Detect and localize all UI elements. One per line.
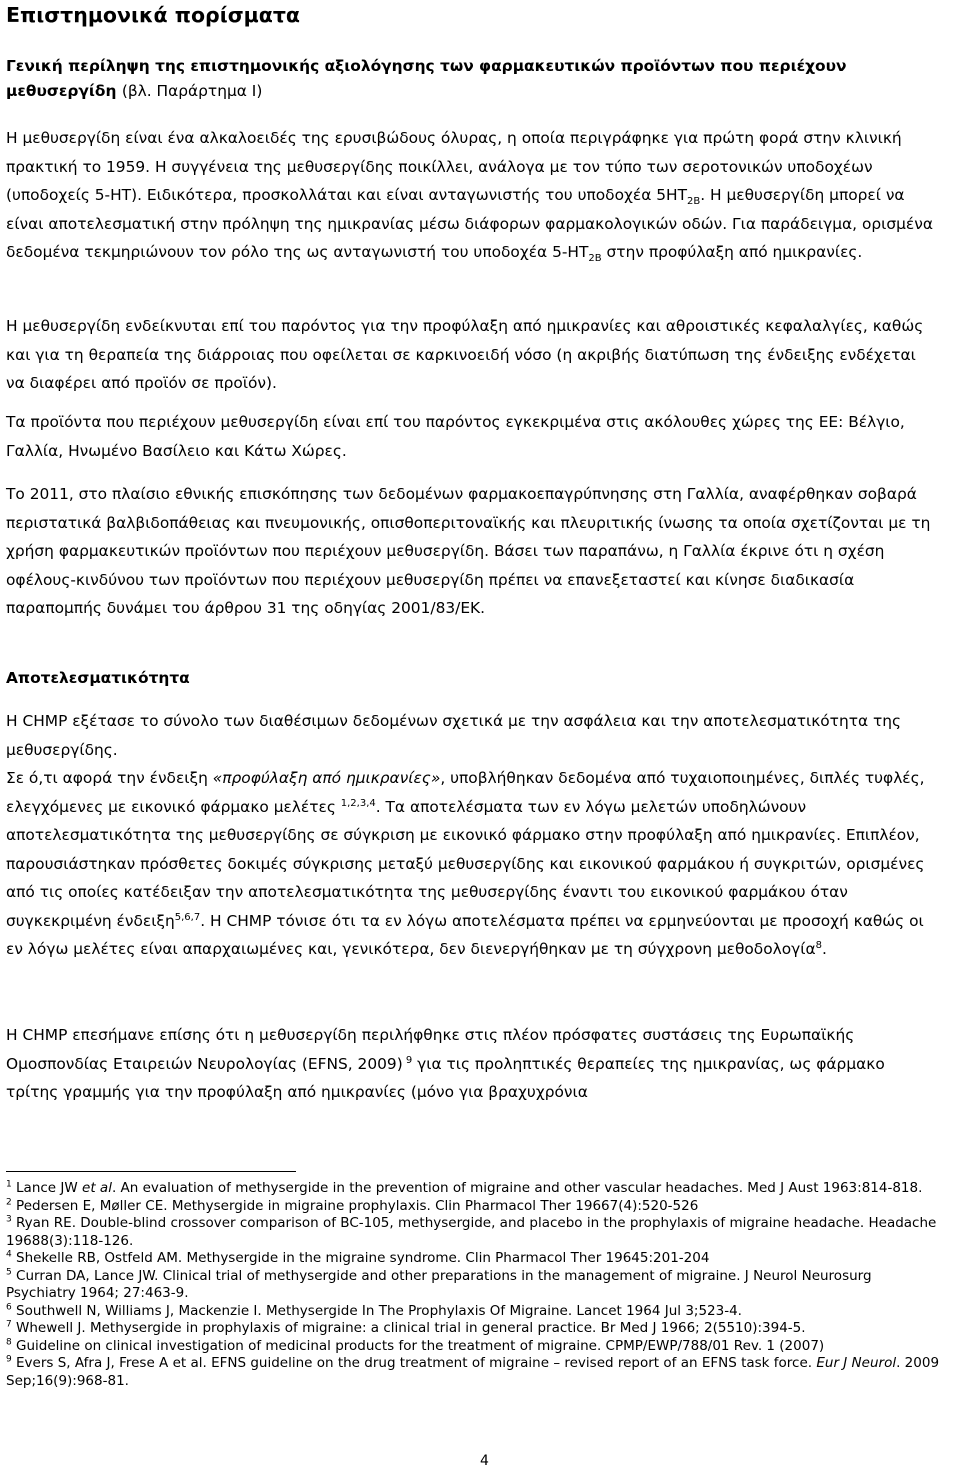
paragraph-efficacy-review: Η CHMP εξέτασε το σύνολο των διαθέσιμων δεδομένων σχετικά με την ασφάλεια και την αποτελεσματικότητα της μεθυσεργίδης. [6, 712, 902, 759]
subtitle-annex-ref: (βλ. Παράρτημα I) [121, 82, 263, 100]
p1-text-a: Η μεθυσεργίδη είναι ένα αλκαλοειδές της ερυσιβώδους όλυρας, η οποία περιγράφηκε για πρώτη φορά στην κλινική πρακτική το 1959. Η συγγένεια της μεθυσεργίδης ποικίλλει, ανάλογα με τον τύπο των σεροτονικών υποδοχέων (υποδοχείς 5-HT). Ειδικότερα, προσκολλάται και είναι ανταγωνιστής του υποδοχέα 5HT [6, 129, 902, 204]
footnote-number: 7 [6, 1319, 12, 1330]
footnote-number: 8 [6, 1337, 12, 1347]
paragraph-efficacy-studies [6, 764, 936, 964]
footnote-item [6, 1303, 941, 1321]
footnote-item [6, 1215, 941, 1250]
footnote-item [6, 1198, 941, 1216]
footnote-separator [6, 1171, 296, 1172]
footnote-item [6, 1250, 941, 1268]
e2-text-d: . Η CHMP τόνισε ότι τα εν λόγω αποτελέσματα πρέπει να ερμηνεύονται με προσοχή καθώς οι εν λόγω μελέτες είναι απαρχαιωμένες και, γενικότερα, δεν διενεργήθηκαν με τη σύγχρονη μεθοδολογία [6, 911, 924, 958]
p1-subscript-1: 2B [687, 196, 701, 208]
e2-text-e: . [822, 940, 827, 958]
document-subtitle [6, 54, 936, 104]
paragraph-approved-countries: Τα προϊόντα που περιέχουν μεθυσεργίδη είναι επί του παρόντος εγκεκριμένα στις ακόλουθες χώρες της ΕΕ: Βέλγιο, Γαλλία, Ηνωμένο Βασίλειο και Κάτω Χώρες. [6, 413, 905, 460]
footnote-item [6, 1180, 941, 1198]
e3-text-a: Η CHMP επεσήμανε επίσης ότι η μεθυσεργίδη περιλήφθηκε στις πλέον πρόσφατες συστάσεις της Ευρωπαϊκής Ομοσπονδίας Εταιρειών Νευρολογίας (EFNS, 2009) [6, 1026, 855, 1073]
footnote-item [6, 1268, 941, 1303]
footnote-number: 4 [6, 1249, 12, 1260]
subtitle-text: Γενική περίληψη της επιστημονικής αξιολόγησης των φαρμακευτικών προϊόντων που περιέχουν μεθυσεργίδη [6, 57, 847, 100]
e3-text-b: για τις προληπτικές θεραπείες της ημικρανίας, ως φάρμακο τρίτης γραμμής για την προφύλαξη από ημικρανίες (μόνο για βραχυχρόνια [6, 1054, 885, 1101]
footnote-number: 1 [6, 1179, 12, 1190]
section-heading-efficacy: Αποτελεσματικότητα [6, 669, 190, 687]
footnote-text-tail: . 2009 Sep;16(9):968-81. [6, 1355, 940, 1389]
page-number: 4 [480, 1453, 489, 1469]
paragraph-indication: Η μεθυσεργίδη ενδείκνυται επί του παρόντος για την προφύλαξη από ημικρανίες και αθροιστικές κεφαλαλγίες, καθώς και για τη θεραπεία της διάρροιας που οφείλεται σε καρκινοειδή νόσο (η ακριβής διατύπωση της ένδειξης ενδέχεται να διαφέρει από προϊόν σε προϊόν). [6, 317, 924, 392]
e2-footnote-ref-3: 8 [815, 939, 822, 951]
footnote-text: Shekelle RB, Ostfeld AM. Methysergide in the migraine syndrome. Clin Pharmacol Ther 19645:201-204 [16, 1250, 710, 1266]
footnote-text: Whewell J. Methysergide in prophylaxis of migraine: a clinical trial in general practice. Br Med J 1966; 2(5510):394-5. [16, 1320, 806, 1336]
footnote-number: 3 [6, 1214, 12, 1225]
footnote-text: Evers S, Afra J, Frese A et al. EFNS guideline on the drug treatment of migraine – revised report of an EFNS task force. [16, 1355, 817, 1371]
e2-text-a: Σε ό,τι αφορά την ένδειξη [6, 769, 213, 787]
e2-text-b: , υποβλήθηκαν δεδομένα από τυχαιοποιημένες, διπλές τυφλές, ελεγχόμενες με εικονικό φάρμακο μελέτες [6, 769, 925, 816]
footnote-text: Southwell N, Williams J, Mackenzie I. Methysergide In The Prophylaxis Of Migraine. Lancet 1964 Jul 3;523-4. [16, 1302, 742, 1319]
footnote-italic: Eur J Neurol [816, 1355, 897, 1371]
footnote-number: 2 [6, 1197, 12, 1207]
e2-text-c: . Τα αποτελέσματα των εν λόγω μελετών υποδηλώνουν αποτελεσματικότητα της μεθυσεργίδης σε σύγκριση με εικονικό φάρμακο στην προφύλαξη από ημικρανίες. Επιπλέον, παρουσιάστηκαν πρόσθετες δοκιμές σύγκρισης μεταξύ μεθυσεργίδης και εικονικού φαρμάκου ή συγκριτών, ορισμένες από τις οποίες κατέδειξαν την αποτελεσματικότητα της μεθυσεργίδης έναντι του εικονικού φαρμάκου όταν συγκεκριμένη ένδειξη [6, 797, 925, 930]
paragraph-efns-recommendations [6, 1021, 936, 1107]
footnote-text-tail: . An evaluation of methysergide in the prevention of migraine and other vascular headaches. Med J Aust 1963:814-818. [111, 1180, 923, 1196]
paragraph-intro [6, 124, 936, 267]
e3-footnote-ref: 9 [402, 1054, 413, 1066]
footnote-item [6, 1320, 941, 1338]
footnote-italic: et al [82, 1180, 112, 1196]
footnote-text: Pedersen E, Møller CE. Methysergide in migraine prophylaxis. Clin Pharmacol Ther 19667(4):520-526 [16, 1197, 699, 1214]
footnote-item [6, 1355, 941, 1390]
p1-subscript-2: 2B [588, 253, 602, 265]
footnote-number: 9 [6, 1354, 12, 1365]
footnote-text: Ryan RE. Double-blind crossover comparison of BC-105, methysergide, and placebo in the prophylaxis of migraine headache. Headache 19688(3):118-126. [6, 1215, 937, 1249]
paragraph-pharmacovigilance: Το 2011, στο πλαίσιο εθνικής επισκόπησης των δεδομένων φαρμακοεπαγρύπνησης στη Γαλλία, αναφέρθηκαν σοβαρά περιστατικά βαλβιδοπάθειας και πνευμονικής, οπισθοπεριτοναϊκής και πλευριτικής ίνωσης τα οποία σχετίζονται με τη χρήση φαρμακευτικών προϊόντων που περιέχουν μεθυσεργίδη. Βάσει των παραπάνω, η Γαλλία έκρινε ότι η σχέση οφέλους-κινδύνου των προϊόντων που περιέχουν μεθυσεργίδη πρέπει να επανεξεταστεί και κίνησε διαδικασία παραπομπής δυνάμει του άρθρου 31 της οδηγίας 2001/83/ΕΚ. [6, 485, 931, 617]
footnotes-list [6, 1180, 941, 1390]
footnote-text: Curran DA, Lance JW. Clinical trial of methysergide and other preparations in the management of migraine. J Neurol Neurosurg Psychiatry 1964; 27:463-9. [6, 1267, 872, 1301]
e2-italic-indication: «προφύλαξη από ημικρανίες» [212, 769, 441, 787]
p1-text-b: . Η μεθυσεργίδη μπορεί να είναι αποτελεσματική στην πρόληψη της ημικρανίας μέσω διάφορων φαρμακολογικών οδών. Για παράδειγμα, ορισμένα δεδομένα τεκμηριώνουν τον ρόλο της ως ανταγωνιστή του υποδοχέα 5-HT [6, 186, 933, 261]
p1-text-c: στην προφύλαξη από ημικρανίες. [601, 243, 863, 261]
page-title: Επιστημονικά πορίσματα [6, 3, 301, 27]
footnote-item [6, 1338, 941, 1356]
footnote-text: Lance JW [16, 1180, 83, 1196]
footnote-number: 6 [6, 1302, 12, 1312]
e2-footnote-ref-1: 1,2,3,4 [340, 797, 376, 809]
footnote-text: Guideline on clinical investigation of medicinal products for the treatment of migraine. CPMP/EWP/788/01 Rev. 1 (2007) [16, 1337, 825, 1354]
footnote-number: 5 [6, 1267, 12, 1277]
e2-footnote-ref-2: 5,6,7 [174, 911, 201, 923]
